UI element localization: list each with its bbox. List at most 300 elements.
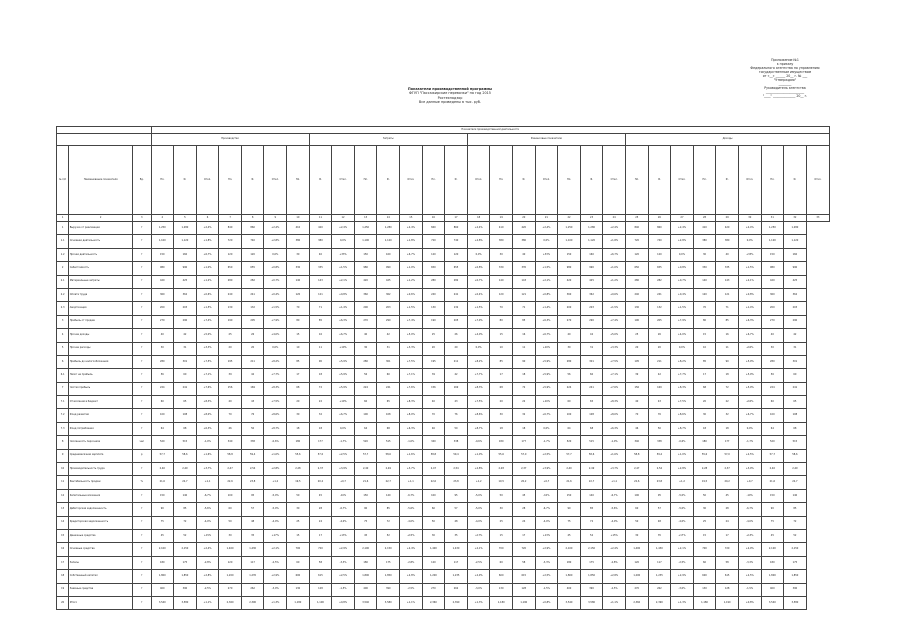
- cell-value: +1,3%: [671, 596, 694, 609]
- column-number: 9: [264, 215, 287, 222]
- column-header: Пл.: [287, 146, 310, 215]
- cell-value: 175: [784, 556, 807, 569]
- cell-value: 380: [716, 235, 739, 248]
- cell-value: 70: [490, 302, 513, 315]
- cell-value: +2,4%: [671, 222, 694, 235]
- cell-value: 42: [648, 369, 671, 382]
- cell-value: 20: [422, 342, 445, 355]
- cell-value: 60: [422, 503, 445, 516]
- table-row: [57, 396, 830, 409]
- cell-value: 1,235: [648, 570, 671, 583]
- cell-value: 58: [716, 556, 739, 569]
- cell-value: 120: [219, 248, 242, 261]
- cell-value: 18: [513, 422, 536, 435]
- cell-value: 75: [761, 516, 784, 529]
- column-number: 28: [693, 215, 716, 222]
- cell-value: +7,6%: [603, 382, 626, 395]
- row-name: Запасы: [69, 556, 133, 569]
- approval-line: от «__» ______ 20__ г. № ___: [762, 74, 808, 78]
- cell-value: 60: [287, 556, 310, 569]
- cell-value: 0,0%: [264, 248, 287, 261]
- cell-value: 30: [490, 409, 513, 422]
- cell-value: 42: [174, 329, 197, 342]
- cell-value: 203: [174, 302, 197, 315]
- cell-value: 143: [716, 275, 739, 288]
- row-name: Чистая прибыль: [69, 382, 133, 395]
- cell-value: 1,120: [377, 235, 400, 248]
- cell-value: +2,4%: [467, 222, 490, 235]
- cell-value: +2,5%: [535, 570, 558, 583]
- cell-value: +0,8%: [332, 288, 355, 301]
- cell-value: 720: [422, 235, 445, 248]
- row-number: 2.3: [57, 302, 69, 315]
- cell-value: 18: [490, 422, 513, 435]
- column-header: Ф.: [648, 146, 671, 215]
- cell-value: 2,49: [174, 463, 197, 476]
- column-header: Ф.: [174, 146, 197, 215]
- cell-value: 280: [151, 355, 174, 368]
- cell-value: 85: [309, 315, 332, 328]
- cell-value: 18: [693, 422, 716, 435]
- column-number: 19: [490, 215, 513, 222]
- cell-value: 301: [580, 355, 603, 368]
- approval-line: "Утверждаю": [773, 78, 797, 82]
- cell-value: 3,580: [174, 596, 197, 609]
- row-name: Основные средства: [69, 543, 133, 556]
- row-name: Амортизация: [69, 302, 133, 315]
- cell-value: 156: [625, 382, 648, 395]
- cell-value: 200: [354, 302, 377, 315]
- cell-value: 10: [693, 342, 716, 355]
- cell-value: 177: [513, 436, 536, 449]
- cell-value: 128: [513, 583, 536, 596]
- cell-value: 18: [309, 422, 332, 435]
- cell-value: +1,5%: [400, 302, 423, 315]
- cell-value: 2,100: [761, 543, 784, 556]
- cell-value: 42: [580, 329, 603, 342]
- cell-value: 655: [648, 262, 671, 275]
- cell-value: 71: [716, 302, 739, 315]
- cell-value: +6,7%: [738, 409, 761, 422]
- cell-value: 31: [580, 342, 603, 355]
- cell-value: 28: [309, 503, 332, 516]
- cell-value: 20: [241, 342, 264, 355]
- cell-value: +0,4%: [467, 288, 490, 301]
- cell-value: +8,3%: [196, 396, 219, 409]
- row-name: Среднемесячная зарплата: [69, 449, 133, 462]
- cell-value: -3,3%: [738, 556, 761, 569]
- table-row: [57, 235, 830, 248]
- cell-value: +7,5%: [264, 396, 287, 409]
- cell-value: 290: [377, 315, 400, 328]
- cell-value: 25: [219, 329, 242, 342]
- cell-value: 301: [784, 355, 807, 368]
- cell-value: 50: [445, 422, 468, 435]
- cell-value: 282: [445, 275, 468, 288]
- cell-value: 72: [580, 516, 603, 529]
- table-row: [57, 422, 830, 435]
- cell-value: 1,280: [377, 222, 400, 235]
- cell-value: -2,5%: [671, 556, 694, 569]
- cell-value: +0,8%: [738, 596, 761, 609]
- cell-value: 241: [648, 288, 671, 301]
- row-number: 2.1: [57, 275, 69, 288]
- row-name: Собственный капитал: [69, 570, 133, 583]
- cell-value: 1,180: [287, 596, 310, 609]
- cell-value: 24: [716, 516, 739, 529]
- cell-value: 75: [151, 516, 174, 529]
- cell-value: +2,8%: [196, 570, 219, 583]
- cell-value: 140: [174, 489, 197, 502]
- cell-value: 50: [422, 516, 445, 529]
- cell-value: +1,5%: [671, 302, 694, 315]
- cell-value: 60: [490, 556, 513, 569]
- cell-value: 3,580: [784, 596, 807, 609]
- cell-value: 0,0%: [738, 235, 761, 248]
- cell-value: 180: [151, 556, 174, 569]
- cell-value: +0,6%: [603, 288, 626, 301]
- cell-value: +1,8%: [603, 235, 626, 248]
- cell-value: +1,5%: [603, 302, 626, 315]
- cell-value: 23,8: [241, 476, 264, 489]
- cell-value: +0,4%: [671, 288, 694, 301]
- cell-value: 180: [354, 556, 377, 569]
- cell-value: 35: [648, 529, 671, 542]
- cell-value: 1,850: [174, 570, 197, 583]
- cell-value: 700: [693, 543, 716, 556]
- cell-value: +1,4%: [738, 302, 761, 315]
- cell-value: -1,5%: [738, 583, 761, 596]
- cell-value: 0,0%: [332, 422, 355, 435]
- column-header: Ед.: [133, 146, 151, 215]
- row-name: Капитальные вложения: [69, 489, 133, 502]
- cell-value: 420: [716, 222, 739, 235]
- cell-value: 190: [422, 315, 445, 328]
- cell-value: 58,8: [625, 449, 648, 462]
- cell-value: 59,4: [648, 449, 671, 462]
- table-row: [57, 516, 830, 529]
- cell-value: 45: [761, 529, 784, 542]
- cell-value: +8,2%: [671, 355, 694, 368]
- cell-value: 1,120: [174, 235, 197, 248]
- row-number: 13: [57, 503, 69, 516]
- cell-value: 400: [151, 583, 174, 596]
- cell-value: 60: [219, 503, 242, 516]
- cell-value: 17: [490, 369, 513, 382]
- column-number: 32: [784, 215, 807, 222]
- row-number: 9: [57, 449, 69, 462]
- cell-value: 22,6: [219, 476, 242, 489]
- cell-value: 720: [513, 543, 536, 556]
- cell-value: -2,5%: [264, 556, 287, 569]
- cell-value: 211: [445, 355, 468, 368]
- column-number: 2: [69, 215, 133, 222]
- cell-value: +2,1%: [264, 543, 287, 556]
- cell-value: 1,280: [174, 222, 197, 235]
- column-number: 1: [57, 215, 69, 222]
- column-number: 27: [671, 215, 694, 222]
- cell-value: -2,8%: [400, 556, 423, 569]
- cell-value: 16: [309, 329, 332, 342]
- cell-value: 0,0%: [535, 235, 558, 248]
- cell-value: +2,8%: [467, 463, 490, 476]
- row-name: Кредиторская задолженность: [69, 516, 133, 529]
- cell-value: 22: [716, 396, 739, 409]
- cell-value: 70: [422, 409, 445, 422]
- cell-value: -5,0%: [264, 489, 287, 502]
- cell-value: 15: [693, 329, 716, 342]
- cell-value: 150: [354, 248, 377, 261]
- cell-value: 3,540: [558, 596, 581, 609]
- cell-value: 90: [354, 503, 377, 516]
- cell-value: +2,8%: [264, 463, 287, 476]
- cell-value: 130: [422, 302, 445, 315]
- cell-value: -4,0%: [467, 516, 490, 529]
- cell-value: 2,100: [151, 543, 174, 556]
- cell-value: 2,150: [174, 543, 197, 556]
- group-header: Затраты: [309, 134, 467, 146]
- cell-value: 72: [377, 516, 400, 529]
- row-unit: т: [133, 422, 151, 435]
- cell-value: 410: [287, 222, 310, 235]
- indicators-table: [56, 126, 830, 610]
- cell-value: +13%: [738, 529, 761, 542]
- cell-value: 0,0%: [264, 342, 287, 355]
- cell-value: +1,2%: [603, 275, 626, 288]
- row-unit: т: [133, 248, 151, 261]
- table-row: [57, 262, 830, 275]
- cell-value: 282: [648, 275, 671, 288]
- cell-value: +0,7%: [264, 275, 287, 288]
- cell-value: 120: [648, 248, 671, 261]
- cell-value: 340: [422, 436, 445, 449]
- cell-value: +10%: [535, 342, 558, 355]
- cell-value: 90: [513, 355, 536, 368]
- cell-value: 262: [648, 583, 671, 596]
- cell-value: +2,9%: [535, 543, 558, 556]
- cell-value: +6,7%: [535, 329, 558, 342]
- cell-value: 56: [151, 369, 174, 382]
- row-unit: т: [133, 543, 151, 556]
- cell-value: 362: [174, 288, 197, 301]
- cell-value: 655: [241, 262, 264, 275]
- cell-value: -3,3%: [535, 556, 558, 569]
- cell-value: 40: [513, 248, 536, 261]
- cell-value: 360: [761, 288, 784, 301]
- group-header: Производство: [151, 134, 309, 146]
- cell-value: 57: [445, 503, 468, 516]
- cell-value: 1,800: [354, 570, 377, 583]
- cell-value: 39: [625, 369, 648, 382]
- cell-value: 72: [716, 382, 739, 395]
- cell-value: +15%: [196, 529, 219, 542]
- cell-value: +1,1: [196, 476, 219, 489]
- cell-value: 20,2: [513, 476, 536, 489]
- cell-value: 45: [151, 529, 174, 542]
- cell-value: 68: [490, 382, 513, 395]
- cell-value: +6,3%: [738, 315, 761, 328]
- row-number: 2: [57, 262, 69, 275]
- cell-value: 90: [309, 355, 332, 368]
- cell-value: 85: [693, 355, 716, 368]
- cell-value: 360: [354, 288, 377, 301]
- cell-value: 30: [151, 342, 174, 355]
- cell-value: +3,7%: [603, 463, 626, 476]
- cell-value: +2,5%: [535, 449, 558, 462]
- cell-value: +1,0%: [264, 449, 287, 462]
- row-unit: т: [133, 583, 151, 596]
- row-number: 1: [57, 222, 69, 235]
- cell-value: 224: [151, 382, 174, 395]
- cell-value: 2,390: [241, 596, 264, 609]
- cell-value: 280: [354, 355, 377, 368]
- cell-value: 860: [445, 222, 468, 235]
- cell-value: 241: [377, 382, 400, 395]
- cell-value: 30: [219, 529, 242, 542]
- cell-value: 30: [287, 248, 310, 261]
- cell-value: 515: [784, 436, 807, 449]
- cell-value: 420: [513, 222, 536, 235]
- cell-value: 120: [693, 288, 716, 301]
- cell-value: 60: [558, 396, 581, 409]
- row-number: 17: [57, 556, 69, 569]
- cell-value: 95: [241, 489, 264, 502]
- cell-value: 100: [625, 489, 648, 502]
- cell-value: -5,0%: [467, 503, 490, 516]
- column-header: Пл.: [219, 146, 242, 215]
- row-number: 1.2: [57, 248, 69, 261]
- cell-value: 40: [422, 396, 445, 409]
- table-row: [57, 409, 830, 422]
- cell-value: 1,200: [422, 570, 445, 583]
- cell-value: +2,4%: [603, 222, 626, 235]
- column-header: Ф.: [580, 146, 603, 215]
- cell-value: +2,9%: [671, 570, 694, 583]
- cell-value: 65: [784, 396, 807, 409]
- column-number: 17: [445, 215, 468, 222]
- cell-value: 58,6: [174, 449, 197, 462]
- cell-value: 30: [625, 529, 648, 542]
- cell-value: -0,6%: [671, 436, 694, 449]
- cell-value: 150: [151, 248, 174, 261]
- cell-value: 2,100: [354, 543, 377, 556]
- table-row: [57, 596, 830, 609]
- row-unit: т: [133, 596, 151, 609]
- row-number: 10: [57, 463, 69, 476]
- cell-value: 301: [377, 355, 400, 368]
- cell-value: +15%: [400, 529, 423, 542]
- cell-value: 40: [219, 396, 242, 409]
- cell-value: +33%: [738, 248, 761, 261]
- cell-value: +7,6%: [400, 382, 423, 395]
- cell-value: 270: [219, 583, 242, 596]
- cell-value: 100: [219, 489, 242, 502]
- cell-value: 52: [580, 529, 603, 542]
- row-name: Прочая деятельность: [69, 248, 133, 261]
- cell-value: +7,5%: [467, 396, 490, 409]
- cell-value: +7,7%: [467, 369, 490, 382]
- cell-value: 64: [761, 422, 784, 435]
- cell-value: 65: [174, 396, 197, 409]
- cell-value: +1,6%: [603, 449, 626, 462]
- cell-value: +5,0%: [196, 329, 219, 342]
- cell-value: 120: [445, 248, 468, 261]
- cell-value: 1,190: [309, 596, 332, 609]
- table-row: [57, 529, 830, 542]
- cell-value: 980: [151, 262, 174, 275]
- cell-value: +0,7: [738, 476, 761, 489]
- column-number: 18: [467, 215, 490, 222]
- approval-line: ________________________: [765, 90, 805, 94]
- cell-value: 24: [513, 516, 536, 529]
- cell-value: +0,7: [332, 476, 355, 489]
- table-row: [57, 463, 830, 476]
- cell-value: 64: [558, 422, 581, 435]
- cell-value: 65: [580, 396, 603, 409]
- cell-value: 290: [784, 315, 807, 328]
- cell-value: 45: [716, 489, 739, 502]
- row-unit: т: [133, 329, 151, 342]
- cell-value: 0,0%: [467, 342, 490, 355]
- row-name: Отчисления в бюджет: [69, 396, 133, 409]
- cell-value: 130: [490, 583, 513, 596]
- cell-value: 64: [354, 422, 377, 435]
- cell-value: +10%: [738, 342, 761, 355]
- cell-value: 615: [716, 570, 739, 583]
- cell-value: 1,800: [558, 570, 581, 583]
- cell-value: +1,2: [264, 476, 287, 489]
- cell-value: -10%: [738, 489, 761, 502]
- cell-value: 1,400: [422, 543, 445, 556]
- cell-value: 211: [648, 355, 671, 368]
- cell-value: 90: [761, 503, 784, 516]
- cell-value: 1,235: [445, 570, 468, 583]
- cell-value: -1,5%: [332, 583, 355, 596]
- cell-value: 1,120: [580, 235, 603, 248]
- cell-value: -5,0%: [264, 503, 287, 516]
- table-row: [57, 489, 830, 502]
- cell-value: 1,850: [580, 570, 603, 583]
- cell-value: 120: [625, 556, 648, 569]
- cell-value: 195: [625, 355, 648, 368]
- cell-value: +1,0%: [196, 262, 219, 275]
- cell-value: 22,7: [377, 476, 400, 489]
- cell-value: 180: [693, 436, 716, 449]
- cell-value: +8,3%: [467, 382, 490, 395]
- cell-value: -2,8%: [196, 556, 219, 569]
- row-unit: т: [133, 275, 151, 288]
- cell-value: +7,1%: [400, 369, 423, 382]
- cell-value: +15%: [603, 529, 626, 542]
- cell-value: 380: [693, 235, 716, 248]
- cell-value: 338: [241, 436, 264, 449]
- column-number: 31: [761, 215, 784, 222]
- cell-value: +1,8%: [196, 235, 219, 248]
- cell-value: 990: [174, 262, 197, 275]
- column-number: 12: [332, 215, 355, 222]
- cell-value: +7,1%: [603, 369, 626, 382]
- cell-value: +2,1%: [738, 275, 761, 288]
- cell-value: 70: [625, 409, 648, 422]
- cell-value: 2,28: [693, 463, 716, 476]
- cell-value: 76: [445, 409, 468, 422]
- column-header: Пл.: [693, 146, 716, 215]
- column-header: Наименование показателя: [69, 146, 133, 215]
- row-number: 20: [57, 596, 69, 609]
- cell-value: +2,4%: [535, 222, 558, 235]
- cell-value: 0,0%: [467, 248, 490, 261]
- cell-value: 520: [354, 436, 377, 449]
